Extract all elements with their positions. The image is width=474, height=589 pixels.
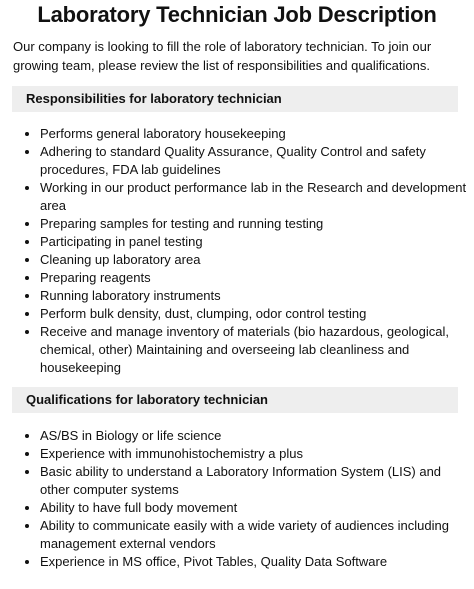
- list-item: • Preparing samples for testing and running testing: [40, 215, 470, 233]
- list-item: • AS/BS in Biology or life science: [40, 427, 470, 445]
- list-item: • Basic ability to understand a Laboratory Information System (LIS) and other computer systems: [40, 463, 470, 499]
- list-item: • Adhering to standard Quality Assurance, Quality Control and safety procedures, FDA lab guidelines: [40, 143, 470, 179]
- responsibilities-heading: Responsibilities for laboratory technician: [12, 86, 458, 112]
- page-title: Laboratory Technician Job Description: [37, 2, 437, 27]
- list-item: • Participating in panel testing: [40, 233, 470, 251]
- responsibilities-list: [18, 125, 470, 377]
- list-item: • Running laboratory instruments: [40, 287, 470, 305]
- list-item: • Cleaning up laboratory area: [40, 251, 470, 269]
- intro-paragraph: Our company is looking to fill the role of laboratory technician. To join our growing team, please review the list of responsibilities and qualifications.: [13, 39, 432, 73]
- qualifications-heading: Qualifications for laboratory technician: [12, 387, 458, 413]
- list-item: • Experience in MS office, Pivot Tables, Quality Data Software: [40, 553, 470, 571]
- qualifications-list: [18, 427, 470, 571]
- list-item: • Working in our product performance lab in the Research and development area: [40, 179, 470, 215]
- list-item: • Receive and manage inventory of materials (bio hazardous, geological, chemical, other) Maintaining and overseeing lab cleanliness and housekeeping: [40, 323, 470, 377]
- list-item: • Ability to communicate easily with a wide variety of audiences including management external vendors: [40, 517, 470, 553]
- list-item: • Ability to have full body movement: [40, 499, 470, 517]
- list-item: • Performs general laboratory housekeeping: [40, 125, 470, 143]
- list-item: • Perform bulk density, dust, clumping, odor control testing: [40, 305, 470, 323]
- list-item: • Preparing reagents: [40, 269, 470, 287]
- list-item: • Experience with immunohistochemistry a plus: [40, 445, 470, 463]
